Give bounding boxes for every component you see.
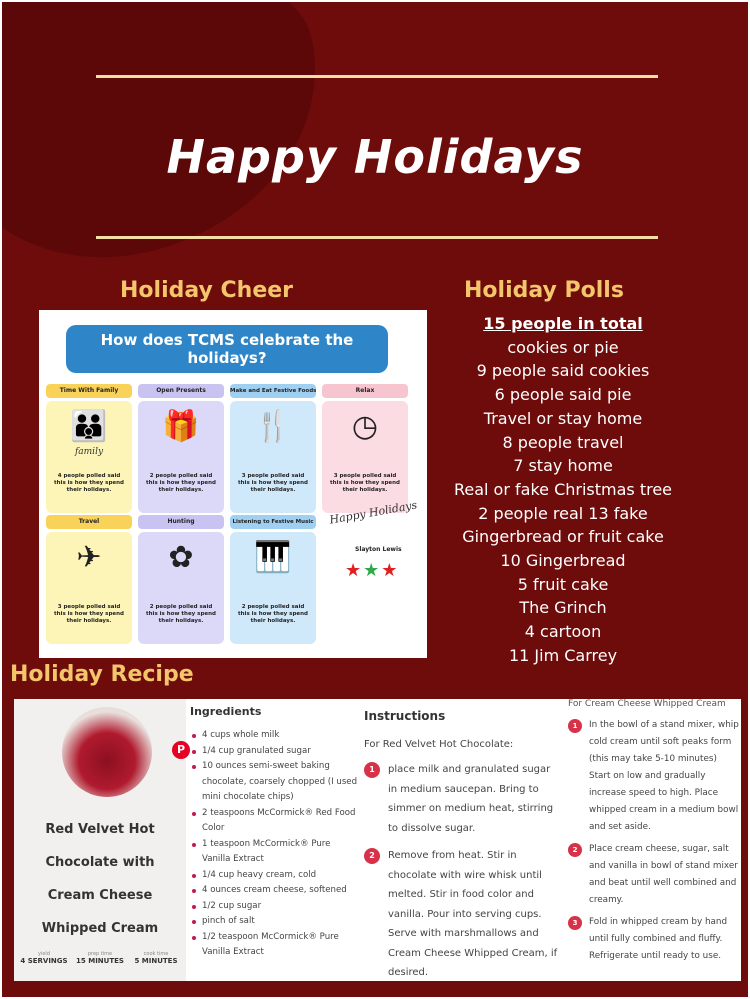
ingredient: pinch of salt — [190, 914, 358, 930]
cell-relax — [322, 384, 408, 513]
step-number: 2 — [364, 848, 380, 864]
recipe-prep-time — [72, 951, 128, 965]
cell-text: 3 people polled said this is how they spend their holidays. — [238, 473, 308, 493]
cell-festive-music — [230, 515, 316, 644]
ingredient: 2 teaspoons McCormick® Red Food Color — [190, 806, 358, 837]
cream-cheese-instructions — [568, 699, 741, 970]
bottom-divider — [96, 236, 658, 239]
airplane-icon: ✈ — [76, 540, 102, 575]
instruction-step — [364, 846, 562, 981]
cell-label: Open Presents — [138, 384, 224, 398]
cell-open-presents — [138, 384, 224, 513]
ingredient: 1 teaspoon McCormick® Pure Vanilla Extract — [190, 837, 358, 868]
cell-festive-foods — [230, 384, 316, 513]
page-title: Happy Holidays — [166, 130, 584, 184]
pinterest-icon[interactable]: P — [172, 741, 190, 759]
ingredient: 1/2 teaspoon McCormick® Pure Vanilla Extract — [190, 930, 358, 961]
family-icon: 👪 — [70, 409, 108, 444]
cell-label: Travel — [46, 515, 132, 529]
ingredients-heading: Ingredients — [190, 705, 262, 718]
hammock-icon: ◷ — [351, 409, 379, 444]
meta-key: prep time — [87, 951, 113, 957]
poll-line: 2 people real 13 fake — [478, 503, 648, 523]
cell-time-with-family — [46, 384, 132, 513]
instruction-step — [568, 717, 741, 836]
top-divider — [96, 75, 658, 78]
meta-key: yield — [38, 951, 50, 957]
utensils-icon: 🍴 — [254, 409, 292, 444]
meta-value: 15 MINUTES — [76, 957, 124, 965]
ingredient: 1/2 cup sugar — [190, 899, 358, 915]
step-number: 1 — [568, 719, 582, 733]
ingredient: 1/4 cup heavy cream, cold — [190, 868, 358, 884]
cell-label: Hunting — [138, 515, 224, 529]
celebration-infographic — [39, 310, 427, 658]
poll-line: 10 Gingerbread — [500, 551, 626, 571]
ingredient: 4 cups whole milk — [190, 728, 358, 744]
ingredient: 10 ounces semi-sweet baking chocolate, coarsely chopped (I used mini chocolate chips) — [190, 759, 358, 806]
instruction-step — [568, 841, 741, 909]
gift-icon: 🎁 — [162, 409, 200, 444]
star-icon: ★ — [381, 560, 400, 581]
step-number: 3 — [568, 916, 582, 930]
cell-hunting — [138, 515, 224, 644]
step-text: Fold in whipped cream by hand until fully combined and fluffy. Refrigerate until ready to use. — [589, 917, 728, 961]
instructions-heading: Instructions — [364, 709, 446, 723]
recipe-yield — [16, 951, 72, 965]
cell-travel — [46, 515, 132, 644]
antlers-icon: ✿ — [168, 540, 194, 575]
poll-line: 6 people said pie — [494, 385, 632, 405]
cell-text: 4 people polled said this is how they spend their holidays. — [54, 473, 124, 493]
recipe-card — [14, 699, 741, 981]
stars-decoration — [345, 560, 399, 581]
cell-label: Time With Family — [46, 384, 132, 398]
infographic-banner: How does TCMS celebrate the holidays? — [66, 325, 388, 373]
polls-list — [432, 312, 694, 668]
poll-line: Real or fake Christmas tree — [453, 479, 673, 499]
step-text: In the bowl of a stand mixer, whip cold cream until soft peaks form (this may take 5-10 minutes) Start on low and gradually increase speed to high. Place whipped cream in a medium bowl and set aside. — [589, 720, 739, 832]
cell-text: 3 people polled said this is how they spend their holidays. — [330, 473, 400, 493]
instruction-step — [364, 760, 562, 838]
star-icon: ★ — [345, 560, 364, 581]
step-text: Place cream cheese, sugar, salt and vanilla in bowl of stand mixer and beat until well combined and creamy. — [589, 844, 738, 905]
instructions-subheading: For Red Velvet Hot Chocolate: — [364, 739, 514, 750]
step-text: place milk and granulated sugar in medium saucepan. Bring to simmer on medium heat, stirring to dissolve sugar. — [388, 764, 554, 834]
cell-label: Listening to Festive Music — [230, 515, 316, 529]
family-script: family — [74, 447, 104, 457]
step-number: 1 — [364, 762, 380, 778]
poll-line: cookies or pie — [507, 337, 619, 357]
cell-label: Make and Eat Festive Foods — [230, 384, 316, 398]
ingredient: 4 ounces cream cheese, softened — [190, 883, 358, 899]
step-text: Remove from heat. Stir in chocolate with wire whisk until melted. Stir in food color and vanilla. Pour into serving cups. Serve with marshmallows and Cream Cheese Whipped Cream, if desired. — [388, 850, 558, 978]
meta-key: cook time — [143, 951, 169, 957]
cell-text: 2 people polled said this is how they spend their holidays. — [146, 473, 216, 493]
recipe-title: Red Velvet Hot Chocolate with Cream Cheese Whipped Cream — [41, 822, 159, 936]
instruction-step — [568, 914, 741, 965]
poll-line: 9 people said cookies — [476, 361, 650, 381]
cream-cheese-heading: For Cream Cheese Whipped Cream — [568, 699, 726, 709]
signature: Happy Holidays — [328, 498, 419, 527]
poll-line: Gingerbread or fruit cake — [462, 527, 664, 547]
poll-line: The Grinch — [519, 598, 607, 618]
poll-total: 15 people in total — [483, 314, 643, 333]
piano-icon: 🎹 — [254, 540, 292, 575]
poll-line: Travel or stay home — [483, 408, 643, 428]
poll-line: 11 Jim Carrey — [508, 645, 618, 665]
meta-value: 5 MINUTES — [134, 957, 178, 965]
ingredient: 1/4 cup granulated sugar — [190, 744, 358, 760]
cell-text: 2 people polled said this is how they spend their holidays. — [238, 604, 308, 624]
holiday-polls-heading: Holiday Polls — [464, 278, 624, 303]
cell-text: 2 people polled said this is how they spend their holidays. — [146, 604, 216, 624]
step-number: 2 — [568, 843, 582, 857]
poll-line: 4 cartoon — [524, 622, 602, 642]
cell-label: Relax — [322, 384, 408, 398]
poll-line: 7 stay home — [513, 456, 613, 476]
poster — [2, 2, 748, 997]
ingredients-list — [190, 705, 358, 961]
instructions — [364, 709, 562, 981]
recipe-cook-time — [128, 951, 184, 965]
holiday-recipe-heading: Holiday Recipe — [10, 662, 194, 687]
cell-text: 3 people polled said this is how they spend their holidays. — [54, 604, 124, 624]
recipe-photo — [62, 707, 152, 797]
poll-line: 5 fruit cake — [517, 574, 609, 594]
poll-line: 8 people travel — [502, 432, 624, 452]
meta-value: 4 SERVINGS — [20, 957, 68, 965]
recipe-summary — [14, 699, 186, 981]
star-icon: ★ — [363, 560, 382, 581]
holiday-cheer-heading: Holiday Cheer — [120, 278, 294, 303]
author-name: Slayton Lewis — [355, 546, 402, 553]
